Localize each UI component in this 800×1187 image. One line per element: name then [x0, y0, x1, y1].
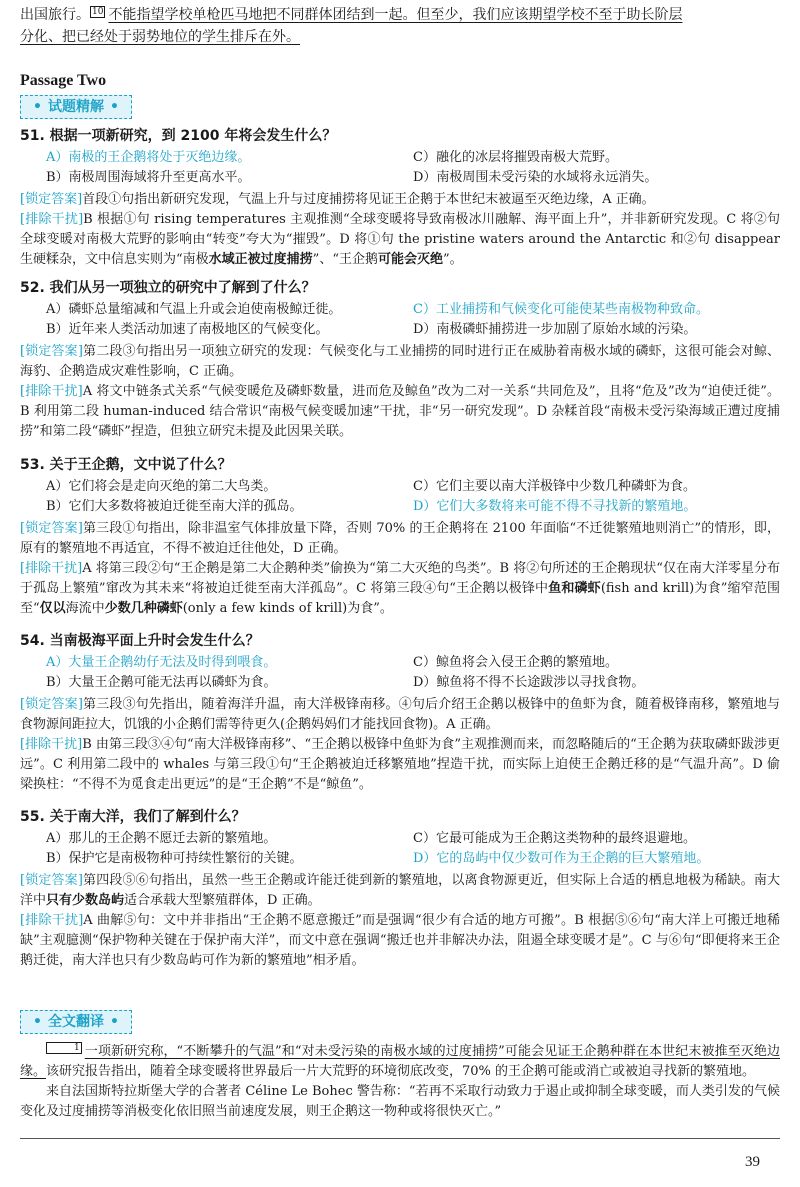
distractor-tag: [排除干扰]	[20, 384, 83, 399]
sentence-number: 10	[92, 7, 104, 17]
option-b: B）大量王企鹅可能无法再以磷虾为食。	[46, 675, 277, 690]
bullet-icon: •	[109, 99, 119, 115]
option-a: A）磷虾总量缩减和气温上升或会迫使南极鲸迁徙。	[46, 302, 342, 317]
option-d: D）南极磷虾捕捞进一步加剧了原始水域的污染。	[413, 322, 697, 337]
distractor-text: B 由第三段③④句“南大洋极锋南移”、“王企鹅以极锋中鱼虾为食”主观推测而来，而忽略随后的“王企鹅为获取磷虾跋涉更远”。C 利用第二段中的 whales 与第三段①句“王企鹅被迫迁移繁殖地”捏造干扰，而实际上迫使王企鹅迁移的是“气温升高”。D 偷梁换柱：“不得不为觅食走出更远”的是“王企鹅”不是“鲸鱼”。	[20, 737, 780, 792]
sentence-number: 1	[46, 1042, 82, 1054]
question-55-explanation	[20, 871, 780, 971]
translation-text	[20, 1042, 780, 1122]
answer-text: 第四段⑤⑥句指出，虽然一些王企鹅或许能迁徙到新的繁殖地，以离食物源更近，但实际上合适的栖息地极为稀缺。南大洋中	[20, 873, 780, 908]
translation-underlined: 一项新研究称，“不断攀升的气温”和“对未受污染的南极水域的过度捕捞”可能会见证王企鹅种群在本世纪末被推至灭绝边缘。	[20, 1044, 780, 1079]
emphasis: 鱼和磷虾	[548, 581, 601, 596]
question-51-options	[46, 148, 780, 188]
answer-tag: [锁定答案]	[20, 192, 83, 207]
question-55-title: 55. 关于南大洋，我们了解到什么？	[20, 809, 246, 825]
distractor-text: A 将文中链条式关系“气候变暖危及磷虾数量，进而危及鲸鱼”改为二对一关系“共同危及”，且将“危及”改为“迫使迁徙”。B 利用第二段 human-induced 结合常识“南极气候变暖加速”干扰，非“另一研究发现”。D 杂糅首段“南极未受污染海域正遭过度捕捞”和第二段“磷虾”捏造，但独立研究未提及此因果关联。	[20, 384, 780, 439]
section-title: 试题精解	[47, 99, 104, 115]
distractor-tag: [排除干扰]	[20, 561, 83, 576]
question-55-options	[46, 829, 780, 869]
question-51-title: 51. 根据一项新研究，到 2100 年将会发生什么？	[20, 128, 337, 144]
distractor-tag: [排除干扰]	[20, 737, 83, 752]
translation-paragraph-2: 来自法国斯特拉斯堡大学的合著者 Céline Le Bohec 警告称：“若再不采取行动致力于遏止或抑制全球变暖，而人类引发的气候变化及过度捕捞等消极变化依旧照当前速度发展，则王企鹅这一物种或将很快灭亡。”	[20, 1084, 780, 1119]
option-d: D）它们大多数将来可能不得不寻找新的繁殖地。	[413, 499, 697, 514]
bullet-icon: •	[109, 1014, 119, 1030]
option-a: A）南极的王企鹅将处于灭绝边缘。	[46, 150, 251, 165]
question-51-explanation	[20, 190, 780, 270]
distractor-text: ”。	[442, 252, 463, 267]
question-53-explanation	[20, 519, 780, 619]
option-c: C）它最可能成为王企鹅这类物种的最终退避地。	[413, 831, 696, 846]
bullet-icon: •	[33, 1014, 42, 1030]
translation-sentence: 该研究报告指出，随着全球变暖将世界最后一片大荒野的环境彻底改变，70% 的王企鹅可能或消亡或被迫寻找新的繁殖地。	[46, 1064, 756, 1079]
distractor-text: A 曲解⑤句：文中并非指出“王企鹅不愿意搬迁”而是强调“很少有合适的地方可搬”。B 根据⑤⑥句“南大洋上可搬迁地稀缺”主观臆测“保护物种关键在于保护南大洋”，而文中意在强调“搬迁也并非解决办法，阻遏全球变暖才是”。C 与⑥句“即便将来王企鹅迁徙，南大洋也只有少数岛屿可作为新的繁殖地”相矛盾。	[20, 913, 780, 968]
top-line2: 分化、把已经处于弱势地位的学生排斥在外。	[20, 29, 300, 45]
question-54-explanation	[20, 695, 780, 795]
option-c: C）鲸鱼将会入侵王企鹅的繁殖地。	[413, 655, 618, 670]
answer-tag: [锁定答案]	[20, 521, 83, 536]
option-a: A）大量王企鹅幼仔无法及时得到喂食。	[46, 655, 277, 670]
top-line1-start: 出国旅行。	[20, 7, 90, 23]
question-54-options	[46, 653, 780, 693]
option-d: D）南极周围未受污染的水域将永远消失。	[413, 170, 658, 185]
option-b: B）南极周围海域将升至更高水平。	[46, 170, 251, 185]
answer-tag: [锁定答案]	[20, 697, 83, 712]
distractor-text: ”、“王企鹅	[312, 252, 378, 267]
distractor-text: B 根据①句 rising temperatures 主观推测“全球变暖将导致南极冰川融解、海平面上升”，并非新研究发现。C 将②句全球变暖对南极大荒野的影响由“转变”夸大为“摧毁”。D 将①句 the pristine waters around the Antarctic 和②句 disappear 生硬糅杂，文中信息实则为“南极	[20, 212, 780, 267]
page-number: 39	[745, 1154, 760, 1170]
question-52-explanation	[20, 342, 780, 442]
option-c: C）融化的冰层将摧毁南极大荒野。	[413, 150, 618, 165]
passage-title: Passage Two	[20, 72, 107, 89]
option-b: B）近年来人类活动加速了南极地区的气候变化。	[46, 322, 329, 337]
option-a: A）它们将会是走向灭绝的第二大鸟类。	[46, 479, 277, 494]
question-53-options	[46, 477, 780, 517]
top-line1-underlined: 不能指望学校单枪匹马地把不同群体团结到一起。但至少，我们应该期望学校不至于助长阶层	[108, 7, 683, 23]
question-52-options	[46, 300, 780, 340]
distractor-text: (fish and krill)为食”缩窄范围至“	[20, 581, 780, 616]
emphasis: 少数几种磷虾	[104, 601, 183, 616]
distractor-tag: [排除干扰]	[20, 212, 84, 227]
answer-tag: [锁定答案]	[20, 873, 83, 888]
answer-text: 第三段①句指出，除非温室气体排放量下降，否则 70% 的王企鹅将在 2100 年面临“不迁徙繁殖地则消亡”的情形，即，原有的繁殖地不再适宜，不得不被迫迁往他处，D 正确。	[20, 521, 780, 556]
question-52-title: 52. 我们从另一项独立的研究中了解到了什么？	[20, 280, 316, 296]
distractor-text: A 将第三段②句“王企鹅是第二大企鹅种类”偷换为“第二大灭绝的鸟类”。B 将②句所述的王企鹅现状“仅在南大洋零星分布于孤岛上繁殖”窜改为其未来“将被迫迁徙至南大洋孤岛”。C 将第三段④句“王企鹅以极锋中	[20, 561, 780, 596]
distractor-text: 海流中	[65, 601, 105, 616]
emphasis: 可能会灭绝	[377, 252, 443, 267]
top-continuation	[20, 6, 780, 47]
question-53-title: 53. 关于王企鹅，文中说了什么？	[20, 457, 232, 473]
option-c: C）它们主要以南大洋极锋中少数几种磷虾为食。	[413, 479, 696, 494]
answer-text: 第三段③句先指出，随着海洋升温，南大洋极锋南移。④句后介绍王企鹅以极锋中的鱼虾为食，随着极锋南移，繁殖地与食物源间距拉大，饥饿的小企鹅们需等待更久(企鹅妈妈们才能找回食物)。A 正确。	[20, 697, 780, 732]
option-c: C）工业捕捞和气候变化可能使某些南极物种致命。	[413, 302, 709, 317]
answer-text: 首段①句指出新研究发现，气温上升与过度捕捞将见证王企鹅于本世纪末被逼至灭绝边缘，A 正确。	[82, 192, 655, 207]
emphasis: 水域正被过度捕捞	[208, 252, 313, 267]
emphasis: 仅以	[39, 601, 66, 616]
emphasis: 只有少数岛屿	[46, 893, 125, 908]
section-title: 全文翻译	[47, 1014, 104, 1030]
distractor-tag: [排除干扰]	[20, 913, 84, 928]
section-heading-translation	[20, 1010, 132, 1034]
answer-text: 适合承载大型繁殖群体，D 正确。	[124, 893, 321, 908]
section-heading-analysis	[20, 95, 132, 119]
option-d: D）鲸鱼将不得不长途跋涉以寻找食物。	[413, 675, 645, 690]
answer-tag: [锁定答案]	[20, 344, 83, 359]
question-54-title: 54. 当南极海平面上升时会发生什么？	[20, 633, 260, 649]
option-b: B）保护它是南极物种可持续性繁衍的关键。	[46, 851, 303, 866]
option-a: A）那儿的王企鹅不愿迁去新的繁殖地。	[46, 831, 277, 846]
bullet-icon: •	[33, 99, 42, 115]
footer-divider	[20, 1138, 780, 1139]
distractor-text: (only a few kinds of krill)为食”。	[182, 601, 393, 616]
option-b: B）它们大多数将被迫迁徙至南大洋的孤岛。	[46, 499, 303, 514]
answer-text: 第二段③句指出另一项独立研究的发现：气候变化与工业捕捞的同时进行正在威胁着南极水域的磷虾，这很可能会对鲸、海豹、企鹅造成灾难性影响，C 正确。	[20, 344, 780, 379]
option-d: D）它的岛屿中仅少数可作为王企鹅的巨大繁殖地。	[413, 851, 710, 866]
